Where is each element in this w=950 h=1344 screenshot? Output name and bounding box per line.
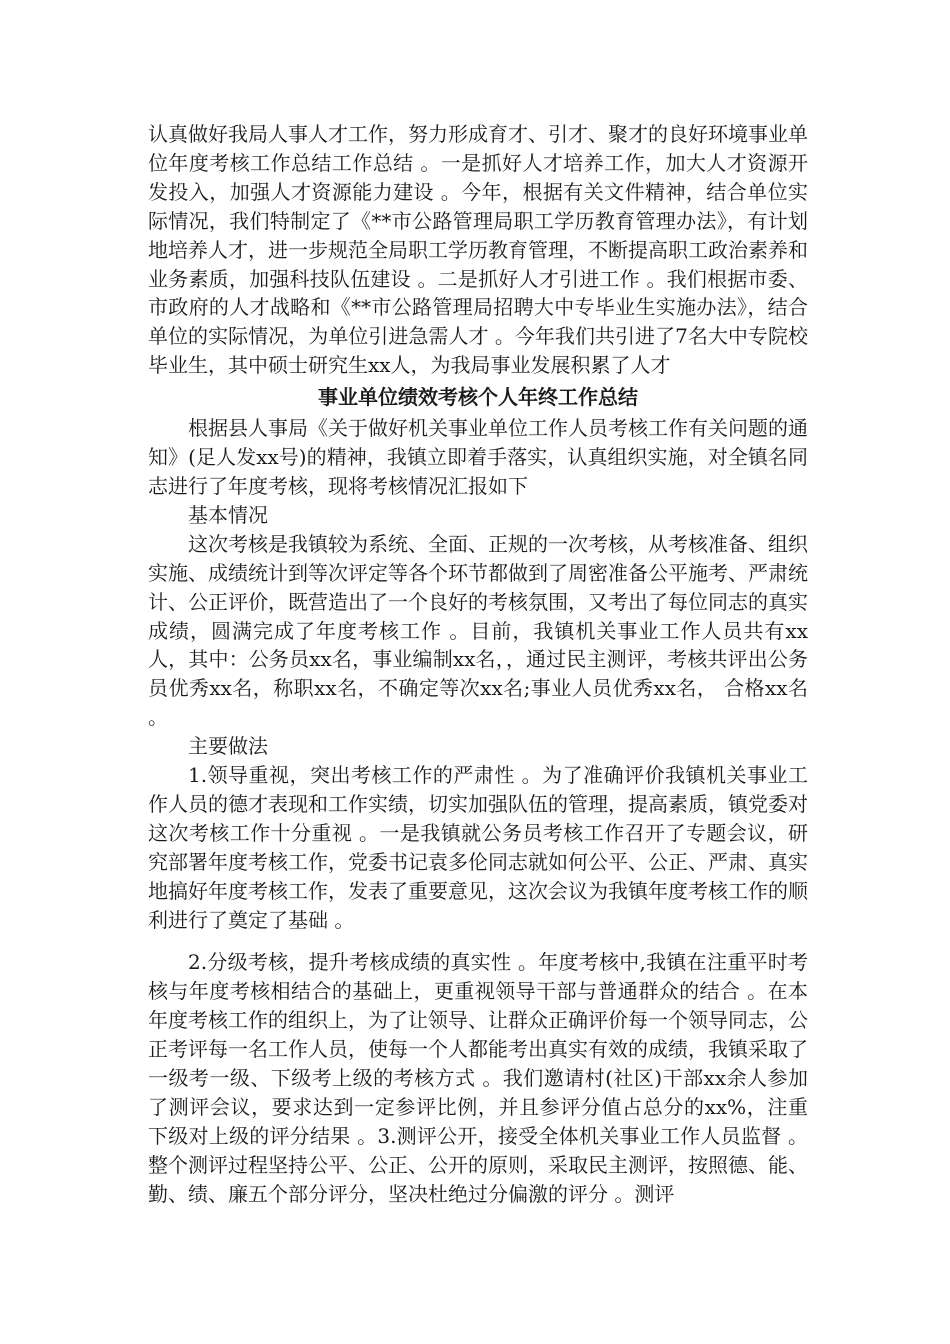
paragraph-method-1: 1.领导重视，突出考核工作的严肃性 。为了准确评价我镇机关事业工作人员的德才表现和工作实绩，切实加强队伍的管理，提高素质，镇党委对这次考核工作十分重视 。一是我镇就公务员考核工作召开了专题会议，研究部署年度考核工作，党委书记袁多伦同志就如何公平、公正、严肃、真实地搞好年度考核工作，发表了重要意见，这次会议为我镇年度考核工作的顺利进行了奠定了基础 。	[148, 763, 808, 932]
paragraph-basic-situation: 这次考核是我镇较为系统、全面、正规的一次考核，从考核准备、组织实施、成绩统计到等次评定等各个环节都做到了周密准备公平施考、严肃统计、公正评价，既营造出了一个良好的考核氛围，又考出了每位同志的真实成绩，圆满完成了年度考核工作 。目前，我镇机关事业工作人员共有xx人，其中：公务员xx名，事业编制xx名，，通过民主测评，考核共评出公务员优秀xx名，称职xx名，不确定等次xx名;事业人员优秀xx名， 合格xx名 。	[148, 531, 808, 730]
intro-paragraph: 认真做好我局人事人才工作，努力形成育才、引才、聚才的良好环境事业单位年度考核工作总结工作总结 。一是抓好人才培养工作，加大人才资源开发投入，加强人才资源能力建设 。今年，根据有关文件精神，结合单位实际情况，我们特制定了《**市公路管理局职工学历教育管理办法》，有计划地培养人才，进一步规范全局职工学历教育管理，不断提高职工政治素养和业务素质，加强科技队伍建设 。二是抓好人才引进工作 。我们根据市委、市政府的人才战略和《**市公路管理局招聘大中专毕业生实施办法》，结合单位的实际情况，为单位引进急需人才 。今年我们共引进了7名大中专院校毕业生，其中硕士研究生xx人，为我局事业发展积累了人才	[148, 122, 808, 378]
heading-basic-situation: 基本情况	[188, 502, 268, 527]
heading-main-methods: 主要做法	[188, 734, 268, 759]
document-title: 事业单位绩效考核个人年终工作总结	[318, 385, 638, 410]
paragraph-method-2: 2.分级考核，提升考核成绩的真实性 。年度考核中,我镇在注重平时考核与年度考核相结合的基础上，更重视领导干部与普通群众的结合 。在本年度考核工作的组织上，为了让领导、让群众正确评价每一个领导同志，公正考评每一名工作人员，使每一个人都能考出真实有效的成绩，我镇采取了一级考一级、下级考上级的考核方式 。我们邀请村(社区)干部xx余人参加了测评会议，要求达到一定参评比例，并且参评分值占总分的xx%，注重下级对上级的评分结果 。3.测评公开，接受全体机关事业工作人员监督 。整个测评过程坚持公平、公正、公开的原则，采取民主测评，按照德、能、勤、绩、廉五个部分评分，坚决杜绝过分偏激的评分 。测评	[148, 950, 808, 1206]
document-page	[148, 120, 808, 1209]
paragraph-notice: 根据县人事局《关于做好机关事业单位工作人员考核工作有关问题的通知》(足人发xx号)的精神，我镇立即着手落实，认真组织实施，对全镇名同志进行了年度考核，现将考核情况汇报如下	[148, 416, 808, 498]
paragraph-spacer	[148, 934, 808, 948]
